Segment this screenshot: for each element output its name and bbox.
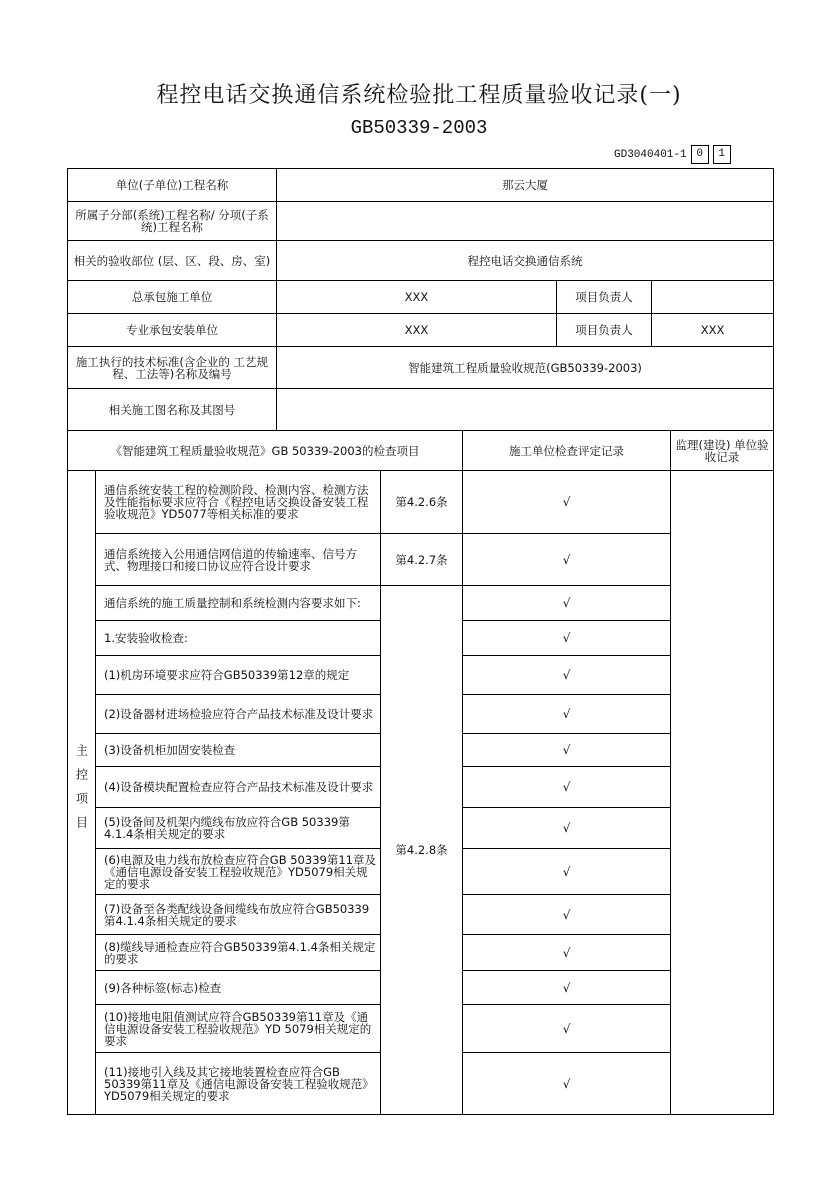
check-mark-icon: √ xyxy=(463,1005,671,1053)
check-mark-icon: √ xyxy=(463,971,671,1005)
gc-manager-label: 项目负责人 xyxy=(557,281,652,314)
inspection-item-text: (9)各种标签(标志)检查 xyxy=(96,971,381,1005)
location-value: 程控电话交换通信系统 xyxy=(277,241,774,281)
form-code-box-1: 0 xyxy=(691,145,709,164)
clause-4-2-7: 第4.2.7条 xyxy=(381,534,463,586)
drawing-label: 相关施工图名称及其图号 xyxy=(68,389,277,431)
main-control-label xyxy=(68,471,96,1115)
check-mark-icon: √ xyxy=(463,767,671,808)
check-mark-icon: √ xyxy=(463,471,671,534)
general-contractor-value: XXX xyxy=(277,281,557,314)
check-mark-icon: √ xyxy=(463,621,671,656)
gc-manager-value xyxy=(652,281,774,314)
specialty-contractor-value: XXX xyxy=(277,314,557,347)
location-label: 相关的验收部位 (层、区、段、房、室) xyxy=(68,241,277,281)
inspection-item-text: (7)设备至各类配线设备间缆线布放应符合GB50339第4.1.4条相关规定的要求 xyxy=(96,895,381,935)
col-record-header: 施工单位检查评定记录 xyxy=(463,431,671,471)
subproject-value xyxy=(277,202,774,241)
form-code xyxy=(614,145,731,164)
col-supervision-header: 监理(建设) 单位验收记录 xyxy=(671,431,774,471)
check-mark-icon: √ xyxy=(463,1053,671,1115)
standard-value: 智能建筑工程质量验收规范(GB50339-2003) xyxy=(277,347,774,389)
inspection-item-text: (10)接地电阻值测试应符合GB50339第11章及《通信电源设备安装工程验收规范》YD 5079相关规定的要求 xyxy=(96,1005,381,1053)
unit-project-value: 那云大厦 xyxy=(277,169,774,202)
inspection-item-text: (11)接地引入线及其它接地装置检查应符合GB 50339第11章及《通信电源设备安装工程验收规范》YD5079相关规定的要求 xyxy=(96,1053,381,1115)
inspection-item-text: 通信系统接入公用通信网信道的传输速率、信号方式、物理接口和接口协议应符合设计要求 xyxy=(96,534,381,586)
sc-manager-value: XXX xyxy=(652,314,774,347)
header-table xyxy=(67,168,774,431)
form-code-box-2: 1 xyxy=(713,145,731,164)
check-mark-icon: √ xyxy=(463,534,671,586)
supervision-record xyxy=(671,471,774,1115)
inspection-item-text: 通信系统的施工质量控制和系统检测内容要求如下: xyxy=(96,586,381,621)
inspection-item-text: 1.安装验收检查: xyxy=(96,621,381,656)
inspection-row xyxy=(68,586,774,621)
check-mark-icon: √ xyxy=(463,695,671,734)
inspection-item-text: (6)电源及电力线布放检查应符合GB 50339第11章及《通信电源设备安装工程验收规范》YD5079相关规定的要求 xyxy=(96,849,381,895)
inspection-row xyxy=(68,534,774,586)
inspection-item-text: (3)设备机柜加固安装检查 xyxy=(96,734,381,767)
main-control-text: 主控项目 xyxy=(74,743,89,840)
inspection-item-text: (2)设备器材进场检验应符合产品技术标准及设计要求 xyxy=(96,695,381,734)
check-mark-icon: √ xyxy=(463,895,671,935)
check-mark-icon: √ xyxy=(463,849,671,895)
clause-4-2-6: 第4.2.6条 xyxy=(381,471,463,534)
check-mark-icon: √ xyxy=(463,586,671,621)
general-contractor-label: 总承包施工单位 xyxy=(68,281,277,314)
inspection-item-text: (5)设备间及机架内缆线布放应符合GB 50339第4.1.4条相关规定的要求 xyxy=(96,808,381,849)
inspection-table xyxy=(67,430,774,1115)
specialty-contractor-label: 专业承包安装单位 xyxy=(68,314,277,347)
check-mark-icon: √ xyxy=(463,734,671,767)
form-code-prefix: GD3040401-1 xyxy=(614,148,687,161)
clause-4-2-8: 第4.2.8条 xyxy=(381,586,463,1115)
document-subtitle: GB50339-2003 xyxy=(350,117,488,139)
subproject-label: 所属子分部(系统)工程名称/ 分项(子系统)工程名称 xyxy=(68,202,277,241)
check-mark-icon: √ xyxy=(463,935,671,971)
sc-manager-label: 项目负责人 xyxy=(557,314,652,347)
unit-project-label: 单位(子单位)工程名称 xyxy=(68,169,277,202)
drawing-value xyxy=(277,389,774,431)
inspection-item-text: 通信系统安装工程的检测阶段、检测内容、检测方法及性能指标要求应符合《程控电话交换设备安装工程验收规范》YD5077等相关标准的要求 xyxy=(96,471,381,534)
inspection-row xyxy=(68,471,774,534)
col-items-header: 《智能建筑工程质量验收规范》GB 50339-2003的检查项目 xyxy=(68,431,463,471)
standard-label: 施工执行的技术标准(含企业的 工艺规程、工法等)名称及编号 xyxy=(68,347,277,389)
check-mark-icon: √ xyxy=(463,656,671,695)
document-title: 程控电话交换通信系统检验批工程质量验收记录(一) xyxy=(156,83,682,108)
inspection-item-text: (8)缆线导通检查应符合GB50339第4.1.4条相关规定的要求 xyxy=(96,935,381,971)
inspection-item-text: (1)机房环境要求应符合GB50339第12章的规定 xyxy=(96,656,381,695)
inspection-item-text: (4)设备模块配置检查应符合产品技术标准及设计要求 xyxy=(96,767,381,808)
check-mark-icon: √ xyxy=(463,808,671,849)
